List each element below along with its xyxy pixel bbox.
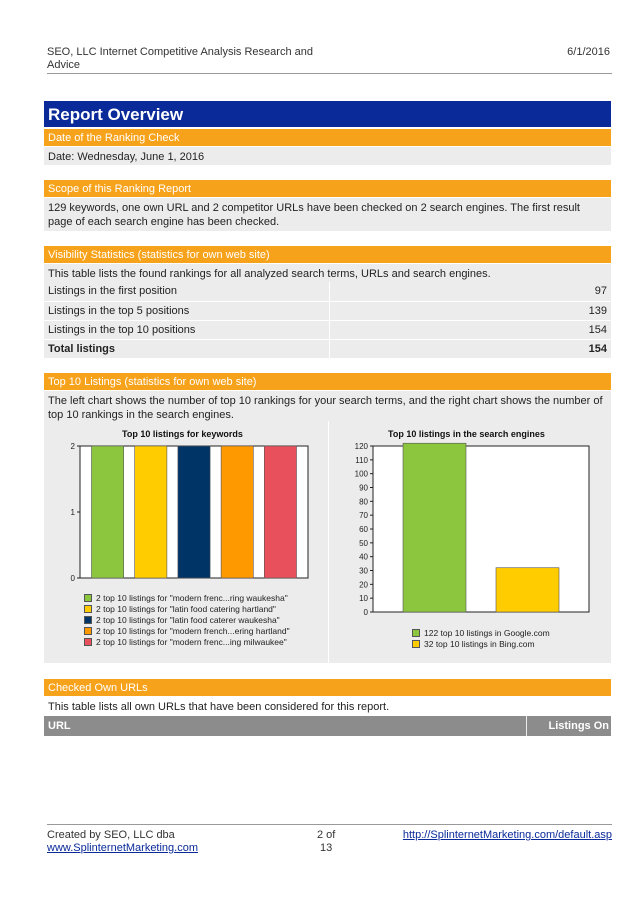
legend-label: 2 top 10 listings for "modern frenc...ing milwaukee" — [96, 637, 287, 647]
bar — [403, 443, 466, 612]
bar — [92, 446, 124, 578]
section-body-visibility: This table lists the found rankings for all analyzed search terms, URLs and search engines. — [44, 264, 611, 282]
stat-label: Total listings — [44, 339, 329, 358]
legend-item — [84, 593, 290, 604]
bar — [221, 446, 253, 578]
table-row — [44, 320, 611, 339]
bar — [178, 446, 210, 578]
legend-label: 32 top 10 listings in Bing.com — [424, 639, 535, 649]
bar — [264, 446, 296, 578]
chart-title-engines: Top 10 listings in the search engines — [388, 429, 545, 439]
y-tick-label: 10 — [359, 594, 368, 604]
col-header-url: URL — [48, 720, 71, 732]
stat-label: Listings in the top 5 positions — [44, 301, 329, 320]
legend-label: 2 top 10 listings for "latin food caterer waukesha" — [96, 615, 280, 625]
section-title-top10: Top 10 Listings (statistics for own web site) — [44, 373, 611, 390]
y-tick-label: 120 — [354, 442, 368, 451]
footer-credit — [47, 829, 198, 855]
section-body-top10: The left chart shows the number of top 10 rankings for your search terms, and the right chart shows the number of top 10 rankings in the search engines. — [44, 391, 611, 421]
legend-item — [84, 615, 290, 626]
legend-swatch — [84, 594, 92, 602]
y-tick-label: 100 — [354, 469, 368, 479]
legend-label: 2 top 10 listings for "latin food catering hartland" — [96, 604, 276, 614]
legend-swatch — [84, 627, 92, 635]
company-name: SEO, LLC Internet Competitive Analysis Research and Advice — [47, 46, 313, 71]
y-tick-label: 80 — [359, 497, 368, 507]
page-number-line2: 13 — [320, 842, 333, 854]
y-tick-label: 20 — [359, 580, 368, 590]
engines-chart-legend — [412, 628, 550, 650]
legend-swatch — [412, 640, 420, 648]
y-tick-label: 60 — [359, 525, 368, 534]
page-number — [317, 829, 335, 855]
legend-item — [84, 604, 290, 615]
col-separator — [526, 716, 527, 736]
keywords-chart-legend — [84, 593, 290, 648]
y-tick-label: 0 — [363, 608, 368, 617]
legend-item — [84, 626, 290, 637]
bar — [496, 568, 559, 612]
y-tick-label: 30 — [359, 566, 368, 576]
y-tick-label: 40 — [359, 552, 368, 562]
stat-value: 154 — [329, 320, 611, 339]
y-tick-label: 50 — [359, 538, 368, 548]
col-header-listings: Listings On — [548, 720, 609, 732]
page-footer — [47, 824, 612, 854]
y-tick-label: 1 — [70, 508, 75, 517]
section-title-visibility: Visibility Statistics (statistics for own web site) — [44, 246, 611, 263]
y-tick-label: 2 — [70, 442, 75, 451]
engines-bar-chart — [329, 440, 611, 620]
report-title: Report Overview — [44, 101, 611, 127]
page-number-line1: 2 of — [317, 829, 336, 841]
stat-value: 154 — [329, 339, 611, 358]
legend-label: 122 top 10 listings in Google.com — [424, 628, 550, 638]
legend-swatch — [84, 638, 92, 646]
keywords-bar-chart — [44, 440, 328, 588]
section-title-checked-urls: Checked Own URLs — [44, 679, 611, 696]
stat-value: 139 — [329, 301, 611, 320]
y-tick-label: 0 — [70, 574, 75, 583]
legend-label: 2 top 10 listings for "modern frenc...ring waukesha" — [96, 593, 288, 603]
chart-title-keywords: Top 10 listings for keywords — [122, 429, 243, 439]
footer-created-by: Created by SEO, LLC dba — [47, 829, 175, 841]
urls-table-header — [44, 716, 611, 736]
footer-url-link[interactable]: http://SplinternetMarketing.com/default.asp — [402, 829, 612, 841]
table-row — [44, 282, 611, 301]
section-title-date: Date of the Ranking Check — [44, 129, 611, 146]
legend-item — [412, 628, 550, 639]
table-row — [44, 301, 611, 320]
legend-swatch — [412, 629, 420, 637]
section-body-checked-urls: This table lists all own URLs that have been considered for this report. — [44, 697, 611, 716]
y-tick-label: 90 — [359, 483, 368, 493]
stat-value: 97 — [329, 282, 611, 301]
stat-label: Listings in the first position — [44, 282, 329, 301]
legend-item — [84, 637, 290, 648]
section-body-scope: 129 keywords, one own URL and 2 competitor URLs have been checked on 2 search engines. The first result page of each search engine has been checked. — [44, 198, 611, 231]
page-header — [47, 46, 612, 74]
table-row-total — [44, 339, 611, 358]
bar — [135, 446, 167, 578]
y-tick-label: 70 — [359, 511, 368, 521]
stat-label: Listings in the top 10 positions — [44, 320, 329, 339]
section-title-scope: Scope of this Ranking Report — [44, 180, 611, 197]
y-tick-label: 110 — [355, 455, 368, 465]
legend-swatch — [84, 605, 92, 613]
legend-item — [412, 639, 550, 650]
section-body-date: Date: Wednesday, June 1, 2016 — [44, 147, 611, 165]
legend-swatch — [84, 616, 92, 624]
footer-site-link[interactable]: www.SplinternetMarketing.com — [47, 842, 199, 854]
legend-label: 2 top 10 listings for "modern french...ering hartland" — [96, 626, 290, 636]
report-date: 6/1/2016 — [567, 46, 610, 58]
visibility-table — [44, 282, 611, 359]
